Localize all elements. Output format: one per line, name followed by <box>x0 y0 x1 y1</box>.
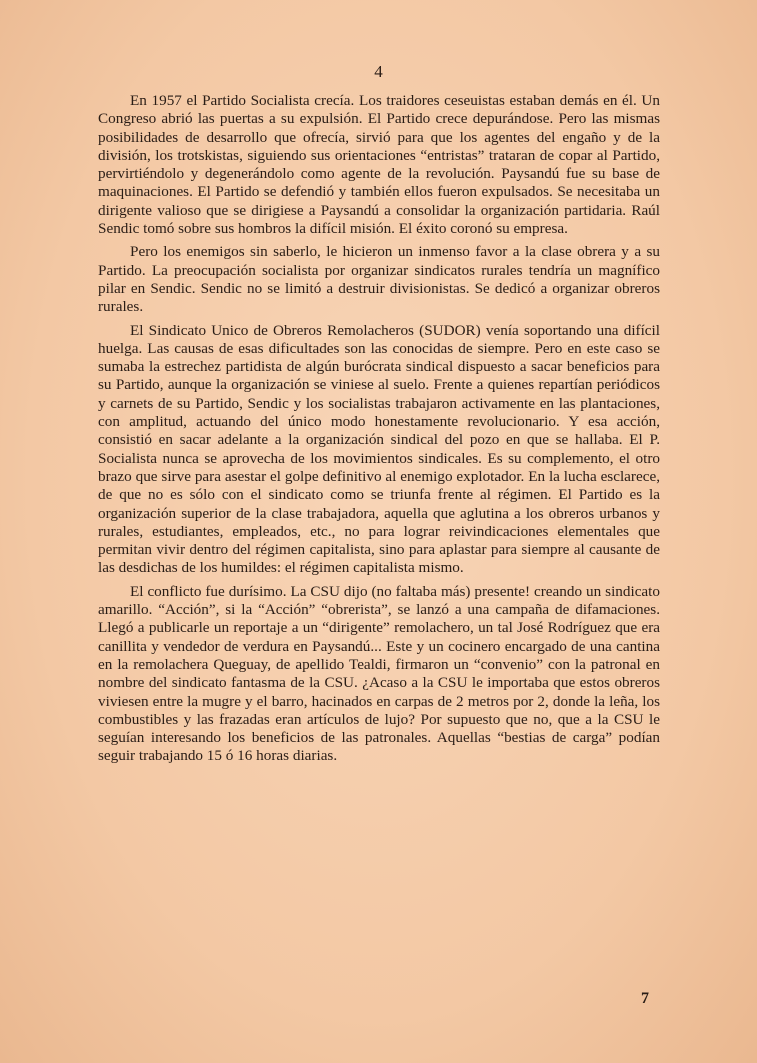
page-number-top: 4 <box>374 62 383 81</box>
paragraph-3: El Sindicato Unico de Obreros Remolacheros (SUDOR) venía soportando una difícil huelga. Las causas de esas dificultades son las conocidas de siempre. Pero en este caso se sumaba la estrechez partidista de algún burócrata sindical dispuesto a sacar beneficios para su Partido, aunque la organización se viniese al suelo. Frente a quienes repartían periódicos y carnets de su Partido, Sendic y los socialistas trabajaron activamente en las plantaciones, con amplitud, actuando del único modo honestamente revolucionario. Y esa acción, consistió en sacar adelante a la organización sindical del pozo en que se hallaba. El P. Socialista nunca se aprovecha de los movimientos sindicales. Es su complemento, el otro brazo que sirve para asestar el golpe definitivo al enemigo explotador. En la lucha esclarece, de que no es sólo con el sindicato como se triunfa frente al régimen. El Partido es la organización superior de la clase trabajadora, aquella que aglutina a los obreros urbanos y rurales, estudiantes, empleados, etc., no para lograr reivindicaciones elementales que permitan vivir dentro del régimen capitalista, sino para aplastar para siempre al causante de las desdichas de los humildes: el régimen capitalista mismo. <box>98 321 660 577</box>
body-text <box>98 92 660 766</box>
paragraph-1: En 1957 el Partido Socialista crecía. Los traidores ceseuistas estaban demás en él. Un Congreso abrió las puertas a su expulsión. El Partido crece depurándose. Pero las mismas posibilidades de desarrollo que ofrecía, sirvió para que los agentes del engaño y de la división, los trotskistas, siguiendo sus orientaciones “entristas” trataran de copar al Partido, pervirtiéndolo y degenerándolo como agente de la revolución. Paysandú fue su base de maquinaciones. El Partido se defendió y también ellos fueron expulsados. Se necesitaba un dirigente valioso que se dirigiese a Paysandú a consolidar la organización partidaria. Raúl Sendic tomó sobre sus hombros la difícil misión. El éxito coronó su empresa. <box>98 92 660 238</box>
paragraph-4: El conflicto fue durísimo. La CSU dijo (no faltaba más) presente! creando un sindicato amarillo. “Acción”, si la “Acción” “obrerista”, se lanzó a una campaña de difamaciones. Llegó a publicarle un reportaje a un “dirigente” remolachero, un tal José Rodríguez que era canillita y vendedor de verdura en Paysandú... Este y un cocinero encargado de una cantina en la remolachera Queguay, de apellido Tealdi, firmaron un “convenio” con la patronal en nombre del sindicato fantasma de la CSU. ¿Acaso a la CSU le importaba que estos obreros viviesen entre la mugre y el barro, hacinados en carpas de 2 metros por 2, donde la leña, los combustibles y las frazadas eran artículos de lujo? Por supuesto que no, que a la CSU le seguían interesando los beneficios de las patronales. Aquellas “bestias de carga” podían seguir trabajando 15 ó 16 horas diarias. <box>98 582 660 765</box>
paragraph-2: Pero los enemigos sin saberlo, le hicieron un inmenso favor a la clase obrera y a su Partido. La preocupación socialista por organizar sindicatos rurales tendría un magnífico pilar en Sendic. Sendic no se limitó a destruir divisionistas. Se dedicó a organizar obreros rurales. <box>98 243 660 316</box>
page-number-bottom: 7 <box>641 990 649 1007</box>
